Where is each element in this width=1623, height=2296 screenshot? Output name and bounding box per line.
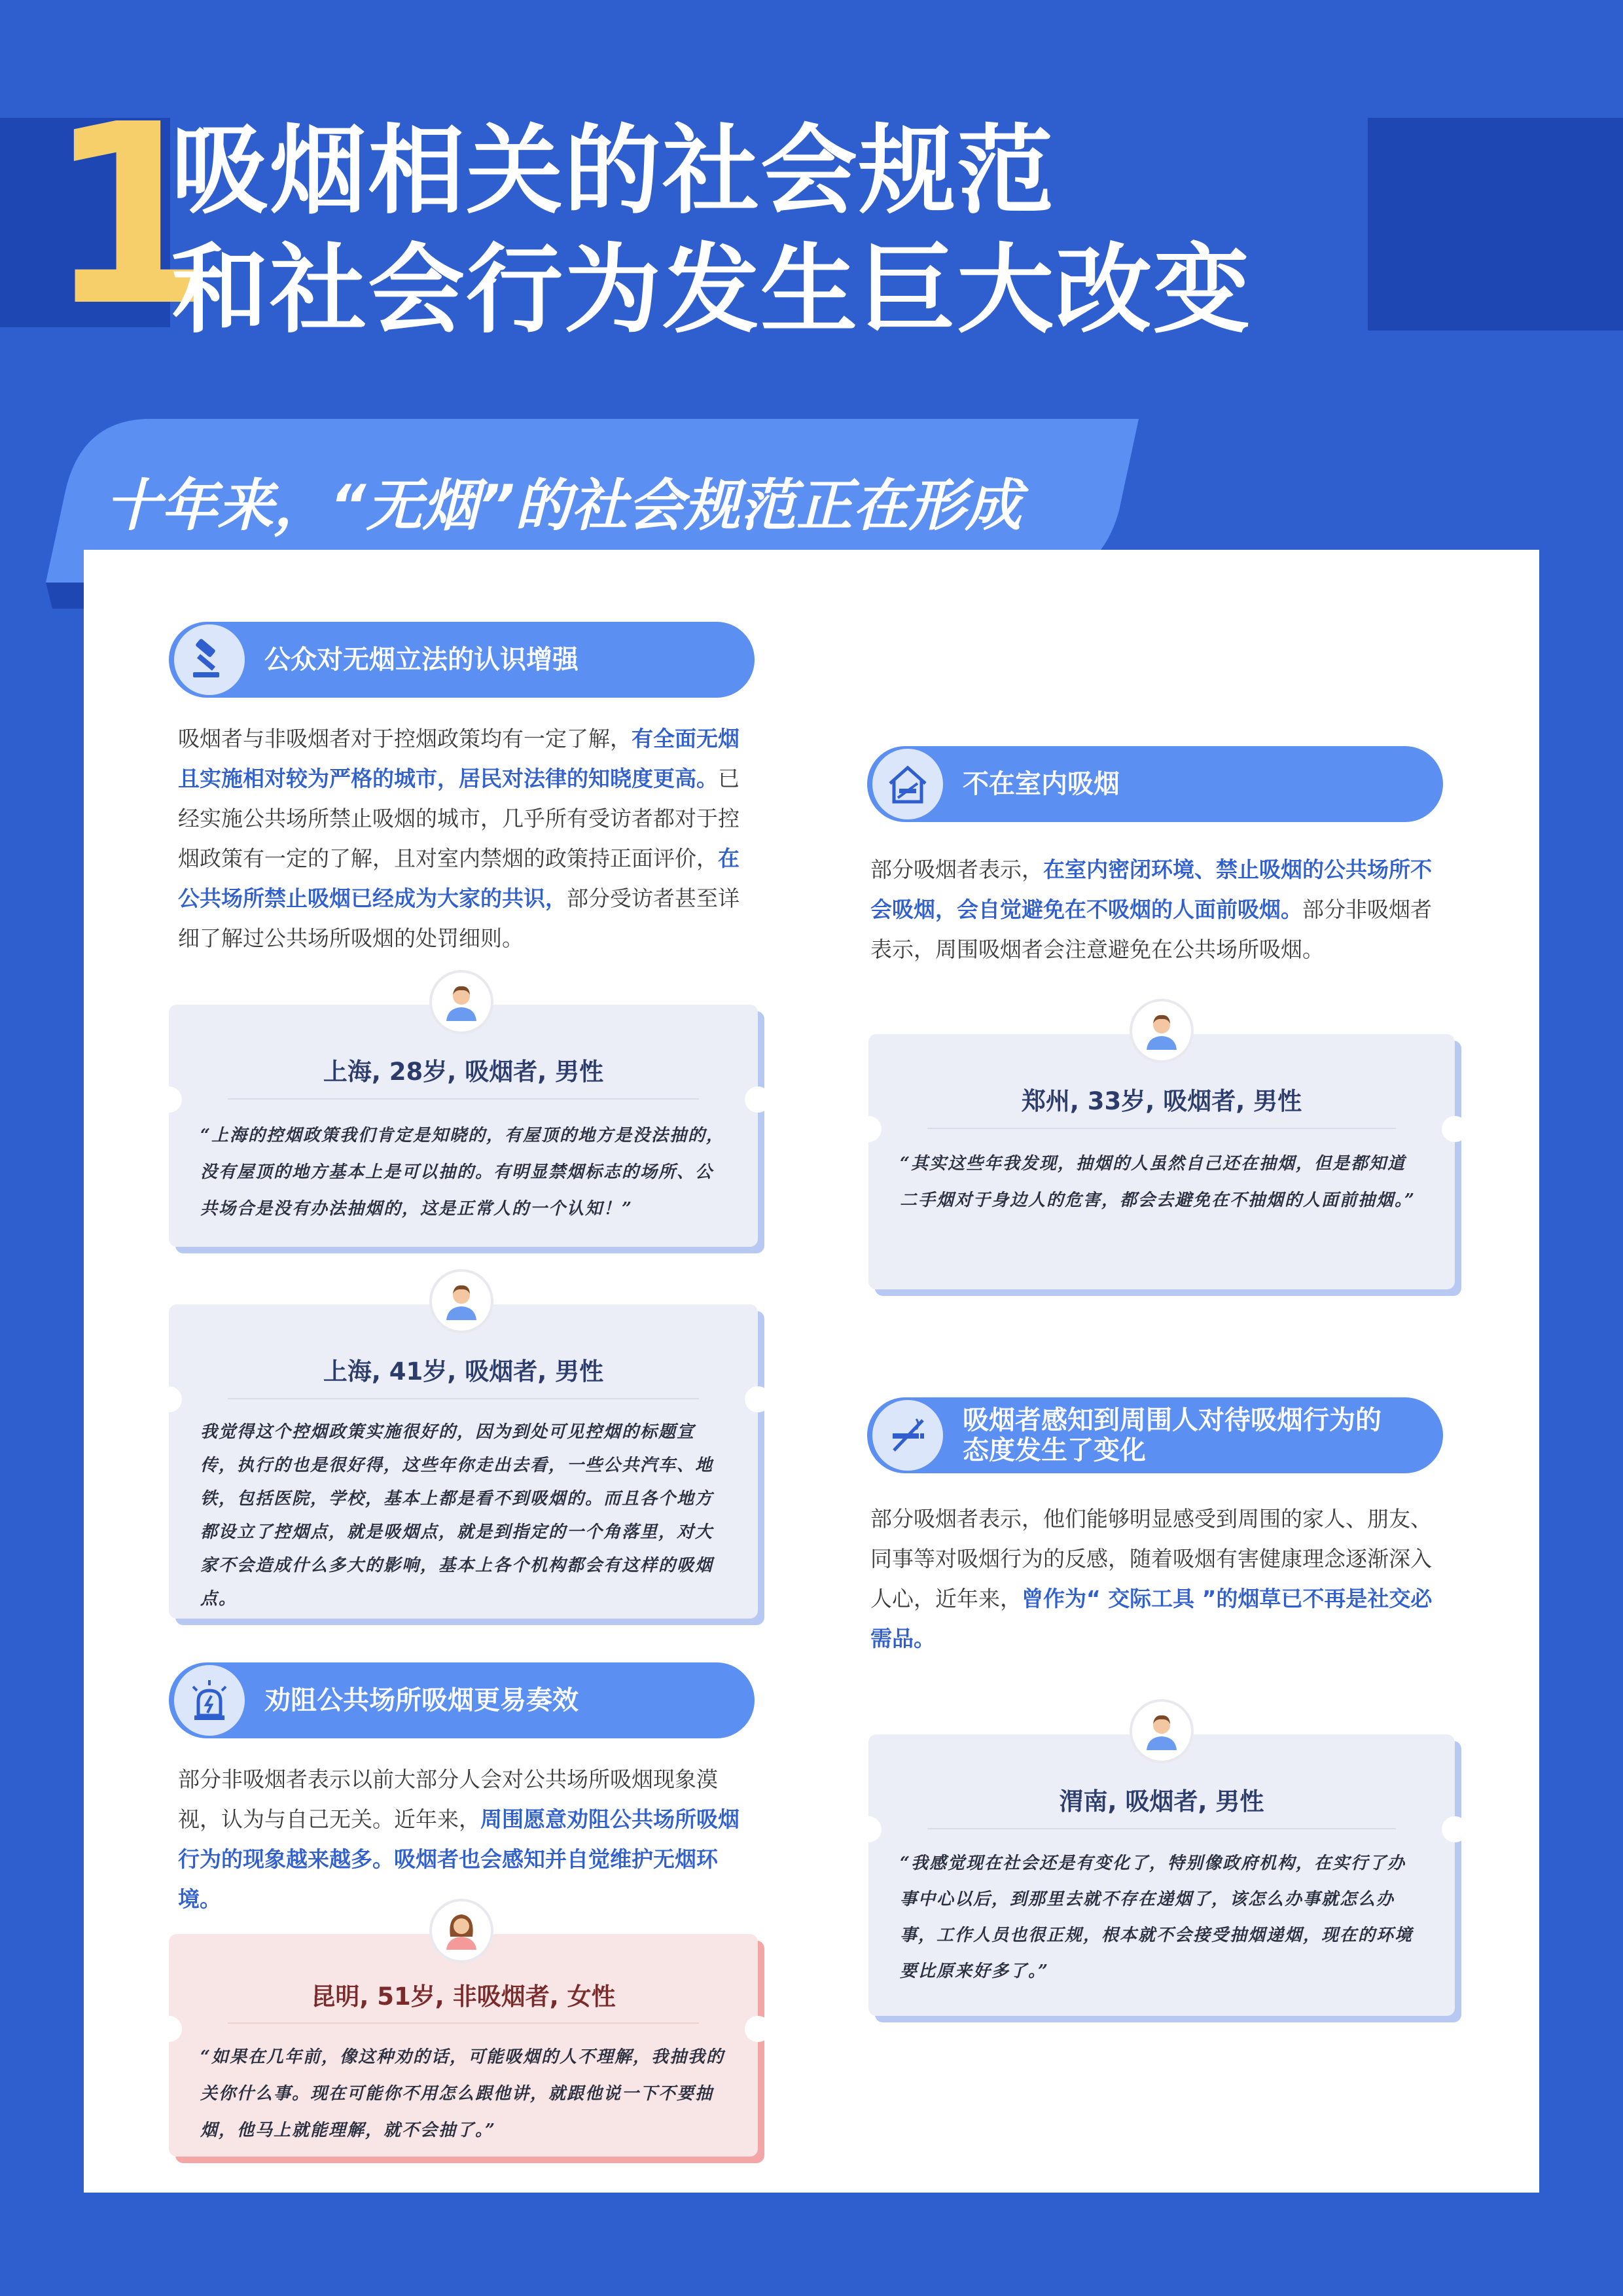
card-notch	[855, 1116, 882, 1142]
section-title-legislation: 公众对无烟立法的认识增强	[264, 645, 579, 675]
highlight-span: 有全面无烟且实施相对较为严格的城市，居民对法律的知晓度更高。	[178, 726, 740, 791]
subtitle-banner-text: 十年来，“无烟”的社会规范正在形成	[105, 473, 1022, 539]
text-span: 部分受访者甚至详细了解过公共场所吸烟的处罚细则。	[178, 886, 740, 951]
card-notch	[156, 1386, 182, 1412]
highlight-span: 曾作为“ 交际工具 ”的烟草已不再是社交必需品。	[870, 1586, 1433, 1651]
card-notch	[745, 1086, 771, 1113]
quote-text: “如果在几年前，像这种劝的话，可能吸烟的人不理解，我抽我的关你什么事。现在可能你不用怎么跟他讲，就跟他说一下不要抽烟，他马上就能理解，就不会抽了。”	[200, 2047, 724, 2140]
section-header-legislation	[169, 622, 755, 698]
text-span: 吸烟者与非吸烟者对于控烟政策均有一定了解，	[178, 726, 632, 751]
paragraph-indoor	[870, 850, 1446, 969]
quote-speaker: 上海, 28岁, 吸烟者, 男性	[323, 1058, 604, 1086]
quote-card-weinan	[868, 1734, 1455, 2016]
quote-card-zhengzhou-33	[868, 1034, 1455, 1289]
no-smoking-house-icon	[872, 749, 943, 819]
quote-speaker: 渭南, 吸烟者, 男性	[1059, 1787, 1264, 1816]
section-number: 1	[46, 71, 219, 361]
avatar-female	[432, 1901, 491, 1960]
highlight-span: 在公共场所禁止吸烟已经成为大家的共识，	[178, 846, 740, 911]
divider	[927, 1128, 1396, 1129]
highlight-span: 在室内密闭环境、禁止吸烟的公共场所不会吸烟，会自觉避免在不吸烟的人面前吸烟。	[870, 857, 1432, 922]
quote-text: “我感觉现在社会还是有变化了，特别像政府机构，在实行了办事中心以后，到那里去就不存在递烟了，该怎么办事就怎么办事，工作人员也很正规，根本就不会接受抽烟递烟，现在的环境要比原来好多了。”	[900, 1854, 1414, 1981]
paragraph-attitude	[870, 1499, 1446, 1659]
text-span: 部分非吸烟者表示以前大部分人会对公共场所吸烟现象漠视，认为与自己无关。近年来，	[178, 1767, 718, 1832]
card-notch	[156, 1086, 182, 1113]
section-title-indoor: 不在室内吸烟	[963, 769, 1120, 799]
avatar-male	[432, 1272, 491, 1331]
divider	[927, 1828, 1396, 1829]
section-title-line: 吸烟者感知到周围人对待吸烟行为的	[963, 1405, 1382, 1435]
avatar-male	[432, 973, 491, 1031]
alarm-icon	[174, 1665, 245, 1736]
divider	[228, 1398, 699, 1399]
section-header-indoor	[867, 746, 1443, 822]
quote-speaker: 昆明, 51岁, 非吸烟者, 女性	[311, 1982, 616, 2011]
card-notch	[745, 2016, 771, 2042]
quote-card-shanghai-41	[169, 1304, 758, 1619]
page-title	[171, 111, 1349, 350]
page-title-line-2: 和社会行为发生巨大改变	[171, 234, 1251, 346]
no-smoking-icon	[872, 1400, 943, 1471]
gavel-icon	[174, 624, 245, 695]
header-accent-band-right	[1368, 118, 1623, 331]
text-span: 已经实施公共场所禁止吸烟的城市，几乎所有受访者都对于控烟政策有一定的了解，且对室内禁烟的政策持正面评价，	[178, 766, 740, 871]
card-notch	[1442, 1816, 1468, 1842]
page-title-line-1: 吸烟相关的社会规范	[171, 115, 1055, 227]
card-notch	[156, 2016, 182, 2042]
quote-text: 我觉得这个控烟政策实施很好的，因为到处可见控烟的标题宣传，执行的也是很好得，这些年你走出去看，一些公共汽车、地铁，包括医院，学校，基本上都是看不到吸烟的。而且各个地方都设立了控烟点，就是吸烟点，就是到指定的一个角落里，对大家不会造成什么多大的影响，基本上各个机构都会有这样的吸烟点。	[200, 1422, 714, 1609]
paragraph-public-places	[178, 1759, 760, 1919]
section-header-attitude	[867, 1397, 1443, 1473]
paragraph-legislation	[178, 719, 754, 958]
quote-speaker: 郑州, 33岁, 吸烟者, 男性	[1021, 1087, 1302, 1115]
text-span: 部分吸烟者表示，他们能够明显感受到周围的家人、朋友、同事等对吸烟行为的反感，随着吸烟有害健康理念逐渐深入人心，近年来，	[870, 1506, 1432, 1611]
divider	[228, 1098, 699, 1100]
card-notch	[855, 1816, 882, 1842]
divider	[228, 2022, 699, 2024]
section-header-public-places	[169, 1662, 755, 1738]
section-title-line: 态度发生了变化	[963, 1435, 1146, 1465]
text-span: 部分吸烟者表示，	[870, 857, 1043, 882]
text-span: 部分非吸烟者表示，周围吸烟者会注意避免在公共场所吸烟。	[870, 897, 1432, 962]
highlight-span: 周围愿意劝阻公共场所吸烟行为的现象越来越多。吸烟者也会感知并自觉维护无烟环境。	[178, 1806, 740, 1912]
avatar-male	[1132, 1001, 1191, 1060]
quote-speaker: 上海, 41岁, 吸烟者, 男性	[323, 1357, 604, 1386]
section-title-attitude	[963, 1405, 1382, 1465]
avatar-male	[1132, 1702, 1191, 1761]
quote-text: “其实这些年我发现，抽烟的人虽然自己还在抽烟，但是都知道二手烟对于身边人的危害，都会去避免在不抽烟的人面前抽烟。”	[900, 1154, 1416, 1210]
quote-card-kunming-51	[169, 1934, 758, 2157]
section-title-public-places: 劝阻公共场所吸烟更易奏效	[264, 1685, 579, 1715]
quote-card-shanghai-28	[169, 1005, 758, 1247]
card-notch	[1442, 1116, 1468, 1142]
quote-text: “上海的控烟政策我们肯定是知晓的，有屋顶的地方是没法抽的，没有屋顶的地方基本上是可以抽的。有明显禁烟标志的场所、公共场合是没有办法抽烟的，这是正常人的一个认知！”	[200, 1126, 724, 1219]
card-notch	[745, 1386, 771, 1412]
